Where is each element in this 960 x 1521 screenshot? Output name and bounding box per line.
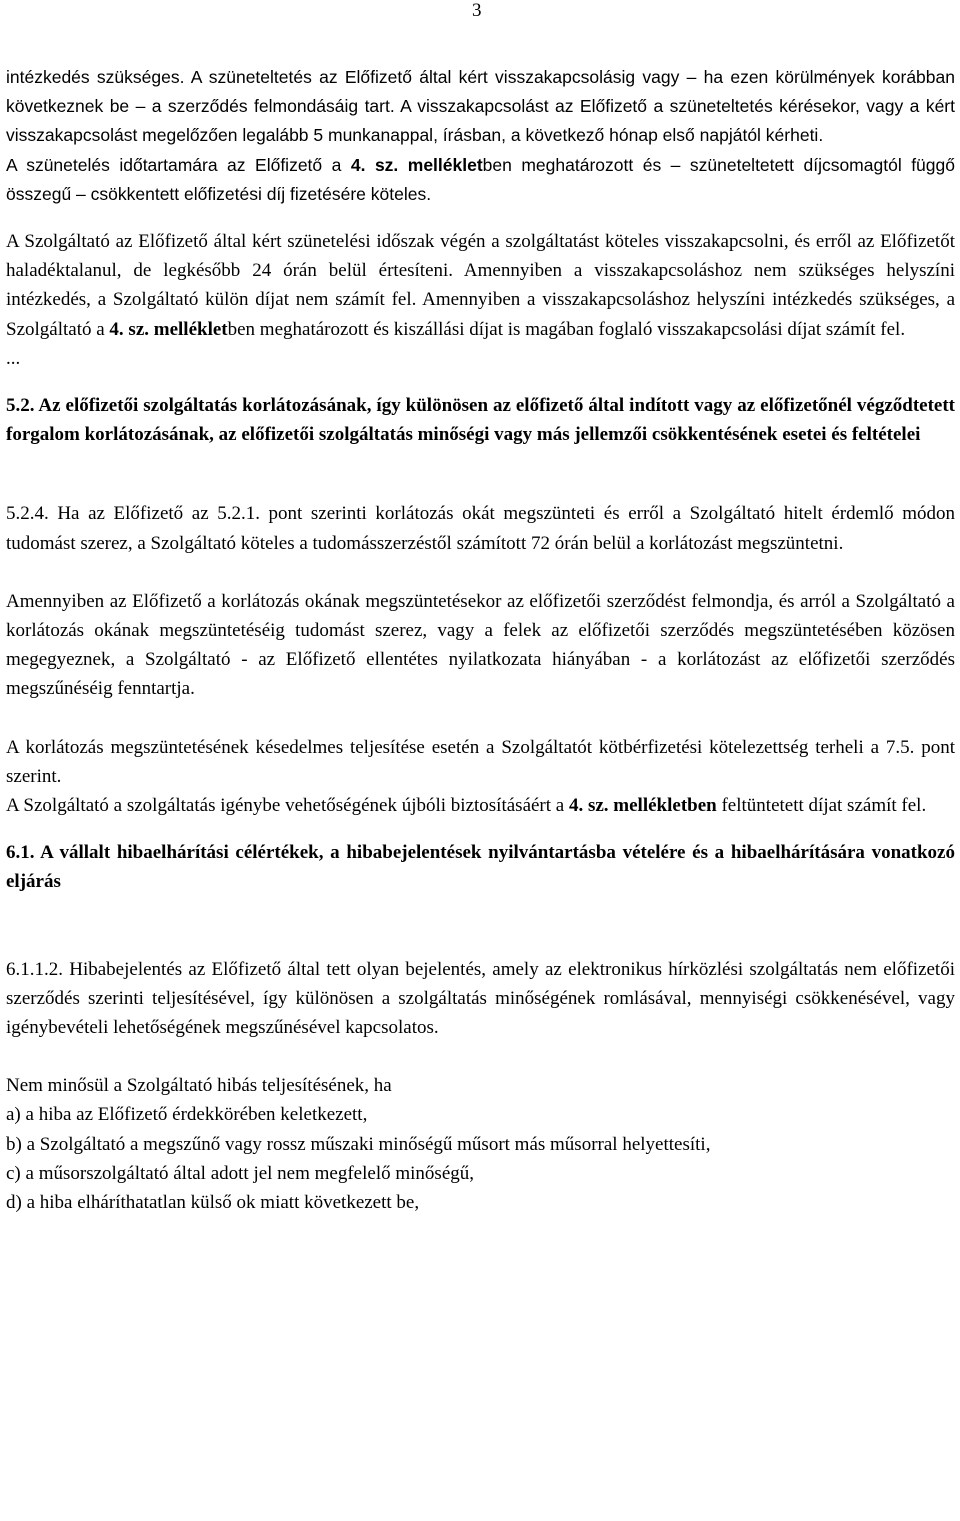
paragraph-suspension-fee	[6, 151, 955, 209]
list-item: c) a műsorszolgáltató által adott jel nem megfelelő minőségű,	[6, 1162, 474, 1184]
ellipsis: ...	[6, 347, 21, 369]
paragraph-reconnection	[6, 227, 955, 344]
paragraph-termination: Amennyiben az Előfizető a korlátozás okának megszüntetésekor az előfizetői szerződést felmondja, és arról a Szolgáltató a korlátozás okának megszüntetéséig tudomást szerez, vagy a felek az előfizetői szerződés megszüntetésében közösen megegyeznek, a Szolgáltató - az Előfizető ellentétes nyilatkozata hiányában - a korlátozást az előfizetői szerződés megszűnéséig fenntartja.	[6, 590, 955, 700]
text-run: feltüntetett díjat számít fel.	[716, 795, 927, 817]
page-number: 3	[472, 0, 482, 21]
annex-reference: 4. sz. mellékletben	[568, 795, 717, 817]
section-heading-5-2: 5.2. Az előfizetői szolgáltatás korlátozásának, így különösen az előfizető által indított vagy az előfizetőnél végződtetett forgalom korlátozásának, az előfizetői szolgáltatás minőségi vagy más jellemzői csökkentésének esetei és feltételei	[6, 395, 955, 446]
paragraph-suspension: intézkedés szükséges. A szüneteltetés az Előfizető által kért visszakapcsolásig vagy – ha ezen körülmények korábban következnek be – a szerződés felmondásáig tart. A visszakapcsolást az Előfizető a szüneteltetés kérésekor, vagy a kért visszakapcsolást megelőzően legalább 5 munkanappal, írásban, a következő hónap első napjától kérheti.	[6, 67, 955, 146]
paragraph-restoration-fee	[6, 791, 955, 820]
list-item: d) a hiba elháríthatatlan külső ok miatt következett be,	[6, 1192, 420, 1214]
document-body	[6, 63, 955, 1217]
paragraph-not-faulty: Nem minősül a Szolgáltató hibás teljesítésének, ha	[6, 1075, 392, 1097]
text-run: A szünetelés időtartamára az Előfizető a	[6, 154, 351, 175]
paragraph-6-1-1-2: 6.1.1.2. Hibabejelentés az Előfizető által tett olyan bejelentés, amely az elektronikus hírközlési szolgáltatás nem előfizetői szerződés szerinti teljesítésével, így különösen a szolgáltatás minőségének romlásával, mennyiségi csökkenésével, vagy igénybevételi lehetőségének megszűnésével kapcsolatos.	[6, 958, 955, 1039]
list-item: b) a Szolgáltató a megszűnő vagy rossz műszaki minőségű műsort más műsorral helyettesíti,	[6, 1133, 711, 1155]
paragraph-penalty: A korlátozás megszüntetésének késedelmes teljesítése esetén a Szolgáltatót kötbérfizetési kötelezettség terheli a 7.5. pont szerint.	[6, 736, 955, 787]
text-run: ben meghatározott és – szüneteltetett díjcsomagtól függő összegű – csökkentett előfizetési díj fizetésére köteles.	[6, 154, 955, 204]
text-run: A Szolgáltató az Előfizető által kért szünetelési időszak végén a szolgáltatást köteles visszakapcsolni, és erről az Előfizetőt haladéktalanul, de legkésőbb 24 órán belül értesíteni. Amennyiben a visszakapcsoláshoz nem szükséges helyszíni intézkedés, a Szolgáltató külön díjat nem számít fel. Amennyiben a visszakapcsoláshoz helyszíni intézkedés szükséges, a Szolgáltató a	[6, 231, 955, 340]
paragraph-5-2-4: 5.2.4. Ha az Előfizető az 5.2.1. pont szerinti korlátozás okát megszünteti és erről a Szolgáltató hitelt érdemlő módon tudomást szerez, a Szolgáltató köteles a tudomásszerzéstől számított 72 órán belül a korlátozást megszüntetni.	[6, 503, 955, 554]
list-item: a) a hiba az Előfizető érdekkörében keletkezett,	[6, 1104, 368, 1126]
text-run: ben meghatározott és kiszállási díjat is magában foglaló visszakapcsolási díjat számít fel.	[227, 318, 906, 340]
text-run: A Szolgáltató a szolgáltatás igénybe vehetőségének újbóli biztosításáért a	[6, 795, 569, 817]
annex-reference: 4. sz. melléklet	[350, 154, 483, 175]
section-heading-6-1: 6.1. A vállalt hibaelhárítási célértékek, a hibabejelentések nyilvántartásba vételére és a hibaelhárítására vonatkozó eljárás	[6, 842, 955, 893]
annex-reference: 4. sz. melléklet	[109, 318, 228, 340]
